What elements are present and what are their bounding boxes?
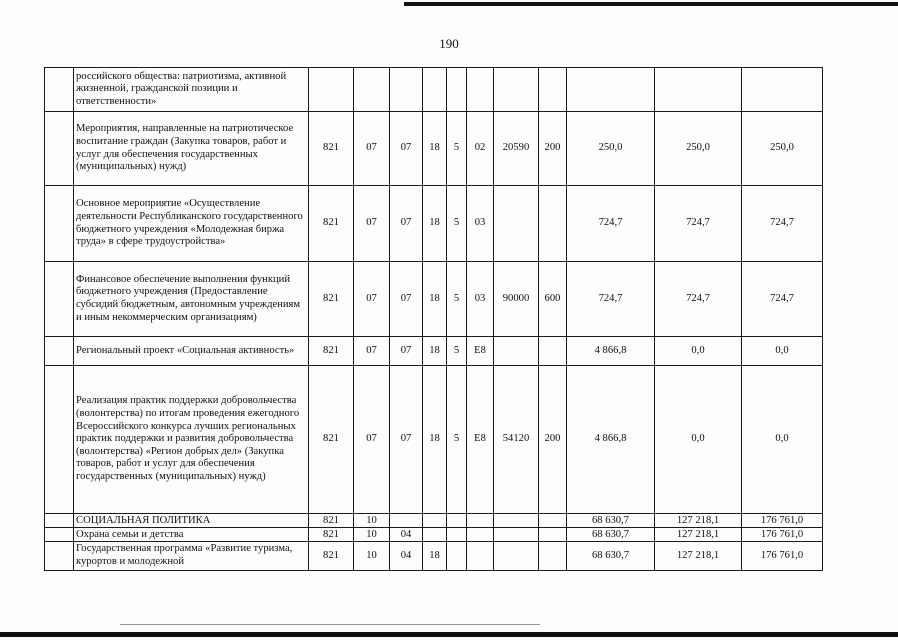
direction-code: [494, 337, 539, 366]
amount-year-1: 724,7: [567, 262, 655, 337]
event-code: [467, 542, 494, 571]
admin-code: 821: [309, 186, 354, 262]
subsection-code: 07: [390, 366, 423, 514]
admin-code: 821: [309, 514, 354, 528]
section-code: 07: [354, 186, 390, 262]
direction-code: [494, 542, 539, 571]
blank-cell: [45, 112, 74, 186]
event-code: [467, 514, 494, 528]
subsection-code: [390, 68, 423, 112]
table-row: [45, 68, 823, 112]
subprogram-code: 5: [447, 337, 467, 366]
subprogram-code: 5: [447, 262, 467, 337]
amount-year-2: 127 218,1: [655, 542, 742, 571]
amount-year-2: 127 218,1: [655, 514, 742, 528]
program-code: [423, 514, 447, 528]
blank-cell: [45, 514, 74, 528]
table-row: [45, 528, 823, 542]
amount-year-1: 4 866,8: [567, 366, 655, 514]
admin-code: 821: [309, 528, 354, 542]
subsection-code: 07: [390, 186, 423, 262]
row-name: Мероприятия, направленные на патриотическое воспитание граждан (Закупка товаров, работ и услуг для обеспечения государственных (муниципальных) нужд): [74, 112, 309, 186]
section-code: 10: [354, 528, 390, 542]
table-row: [45, 337, 823, 366]
subprogram-code: [447, 68, 467, 112]
amount-year-2: 724,7: [655, 186, 742, 262]
expense-type-code: [539, 514, 567, 528]
row-name: СОЦИАЛЬНАЯ ПОЛИТИКА: [74, 514, 309, 528]
table-row: [45, 112, 823, 186]
blank-cell: [45, 542, 74, 571]
subprogram-code: [447, 528, 467, 542]
amount-year-2: [655, 68, 742, 112]
expense-type-code: 600: [539, 262, 567, 337]
subprogram-code: 5: [447, 186, 467, 262]
amount-year-2: 0,0: [655, 366, 742, 514]
blank-cell: [45, 68, 74, 112]
expense-type-code: [539, 528, 567, 542]
admin-code: 821: [309, 337, 354, 366]
subsection-code: 04: [390, 528, 423, 542]
blank-cell: [45, 366, 74, 514]
amount-year-3: 250,0: [742, 112, 823, 186]
row-name: российского общества: патриотизма, активной жизненной, гражданской позиции и ответственности»: [74, 68, 309, 112]
subsection-code: 07: [390, 337, 423, 366]
subprogram-code: [447, 542, 467, 571]
amount-year-1: 4 866,8: [567, 337, 655, 366]
scan-edge-top: [404, 2, 898, 6]
amount-year-1: 724,7: [567, 186, 655, 262]
direction-code: [494, 186, 539, 262]
admin-code: 821: [309, 112, 354, 186]
amount-year-3: 0,0: [742, 337, 823, 366]
amount-year-2: 250,0: [655, 112, 742, 186]
amount-year-3: 176 761,0: [742, 528, 823, 542]
section-code: 07: [354, 262, 390, 337]
subprogram-code: [447, 514, 467, 528]
row-name: Государственная программа «Развитие туризма, курортов и молодежной: [74, 542, 309, 571]
direction-code: 20590: [494, 112, 539, 186]
table-row: [45, 186, 823, 262]
table-row: [45, 514, 823, 528]
table-row: [45, 262, 823, 337]
admin-code: 821: [309, 366, 354, 514]
amount-year-1: [567, 68, 655, 112]
section-code: 07: [354, 337, 390, 366]
event-code: E8: [467, 366, 494, 514]
direction-code: 90000: [494, 262, 539, 337]
direction-code: 54120: [494, 366, 539, 514]
amount-year-1: 68 630,7: [567, 542, 655, 571]
admin-code: 821: [309, 542, 354, 571]
amount-year-3: 0,0: [742, 366, 823, 514]
event-code: [467, 68, 494, 112]
expense-type-code: [539, 186, 567, 262]
amount-year-1: 68 630,7: [567, 514, 655, 528]
row-name: Финансовое обеспечение выполнения функций бюджетного учреждения (Предоставление субсидий бюджетным, автономным учреждениям и иным некоммерческим организациям): [74, 262, 309, 337]
event-code: E8: [467, 337, 494, 366]
blank-cell: [45, 186, 74, 262]
scan-line-bottom: [120, 624, 540, 625]
expense-type-code: 200: [539, 366, 567, 514]
amount-year-2: 0,0: [655, 337, 742, 366]
program-code: 18: [423, 542, 447, 571]
admin-code: 821: [309, 262, 354, 337]
section-code: 10: [354, 542, 390, 571]
subsection-code: [390, 514, 423, 528]
amount-year-3: [742, 68, 823, 112]
row-name: Основное мероприятие «Осуществление деятельности Республиканского государственного бюджетного учреждения «Молодежная биржа труда» в сфере трудоустройства»: [74, 186, 309, 262]
row-name: Охрана семьи и детства: [74, 528, 309, 542]
direction-code: [494, 68, 539, 112]
direction-code: [494, 528, 539, 542]
subprogram-code: 5: [447, 366, 467, 514]
budget-table: [44, 67, 823, 571]
section-code: 10: [354, 514, 390, 528]
program-code: [423, 68, 447, 112]
amount-year-3: 724,7: [742, 186, 823, 262]
expense-type-code: [539, 542, 567, 571]
expense-type-code: 200: [539, 112, 567, 186]
admin-code: [309, 68, 354, 112]
amount-year-1: 68 630,7: [567, 528, 655, 542]
amount-year-3: 176 761,0: [742, 514, 823, 528]
blank-cell: [45, 528, 74, 542]
section-code: [354, 68, 390, 112]
amount-year-2: 127 218,1: [655, 528, 742, 542]
program-code: 18: [423, 112, 447, 186]
amount-year-2: 724,7: [655, 262, 742, 337]
section-code: 07: [354, 112, 390, 186]
event-code: [467, 528, 494, 542]
expense-type-code: [539, 337, 567, 366]
scan-edge-bottom: [0, 632, 898, 637]
subprogram-code: 5: [447, 112, 467, 186]
amount-year-1: 250,0: [567, 112, 655, 186]
program-code: [423, 528, 447, 542]
program-code: 18: [423, 262, 447, 337]
amount-year-3: 176 761,0: [742, 542, 823, 571]
page-number: 190: [439, 36, 459, 51]
table-row: [45, 366, 823, 514]
event-code: 02: [467, 112, 494, 186]
program-code: 18: [423, 186, 447, 262]
subsection-code: 07: [390, 112, 423, 186]
blank-cell: [45, 262, 74, 337]
expense-type-code: [539, 68, 567, 112]
program-code: 18: [423, 366, 447, 514]
row-name: Региональный проект «Социальная активность»: [74, 337, 309, 366]
table-row: [45, 542, 823, 571]
event-code: 03: [467, 262, 494, 337]
row-name: Реализация практик поддержки добровольчества (волонтерства) по итогам проведения ежегодного Всероссийского конкурса лучших региональных практик поддержки и развития добровольчества (волонтерства) «Регион добрых дел» (Закупка товаров, работ и услуг для обеспечения государственных (муниципальных) нужд): [74, 366, 309, 514]
subsection-code: 04: [390, 542, 423, 571]
blank-cell: [45, 337, 74, 366]
direction-code: [494, 514, 539, 528]
amount-year-3: 724,7: [742, 262, 823, 337]
section-code: 07: [354, 366, 390, 514]
event-code: 03: [467, 186, 494, 262]
subsection-code: 07: [390, 262, 423, 337]
program-code: 18: [423, 337, 447, 366]
